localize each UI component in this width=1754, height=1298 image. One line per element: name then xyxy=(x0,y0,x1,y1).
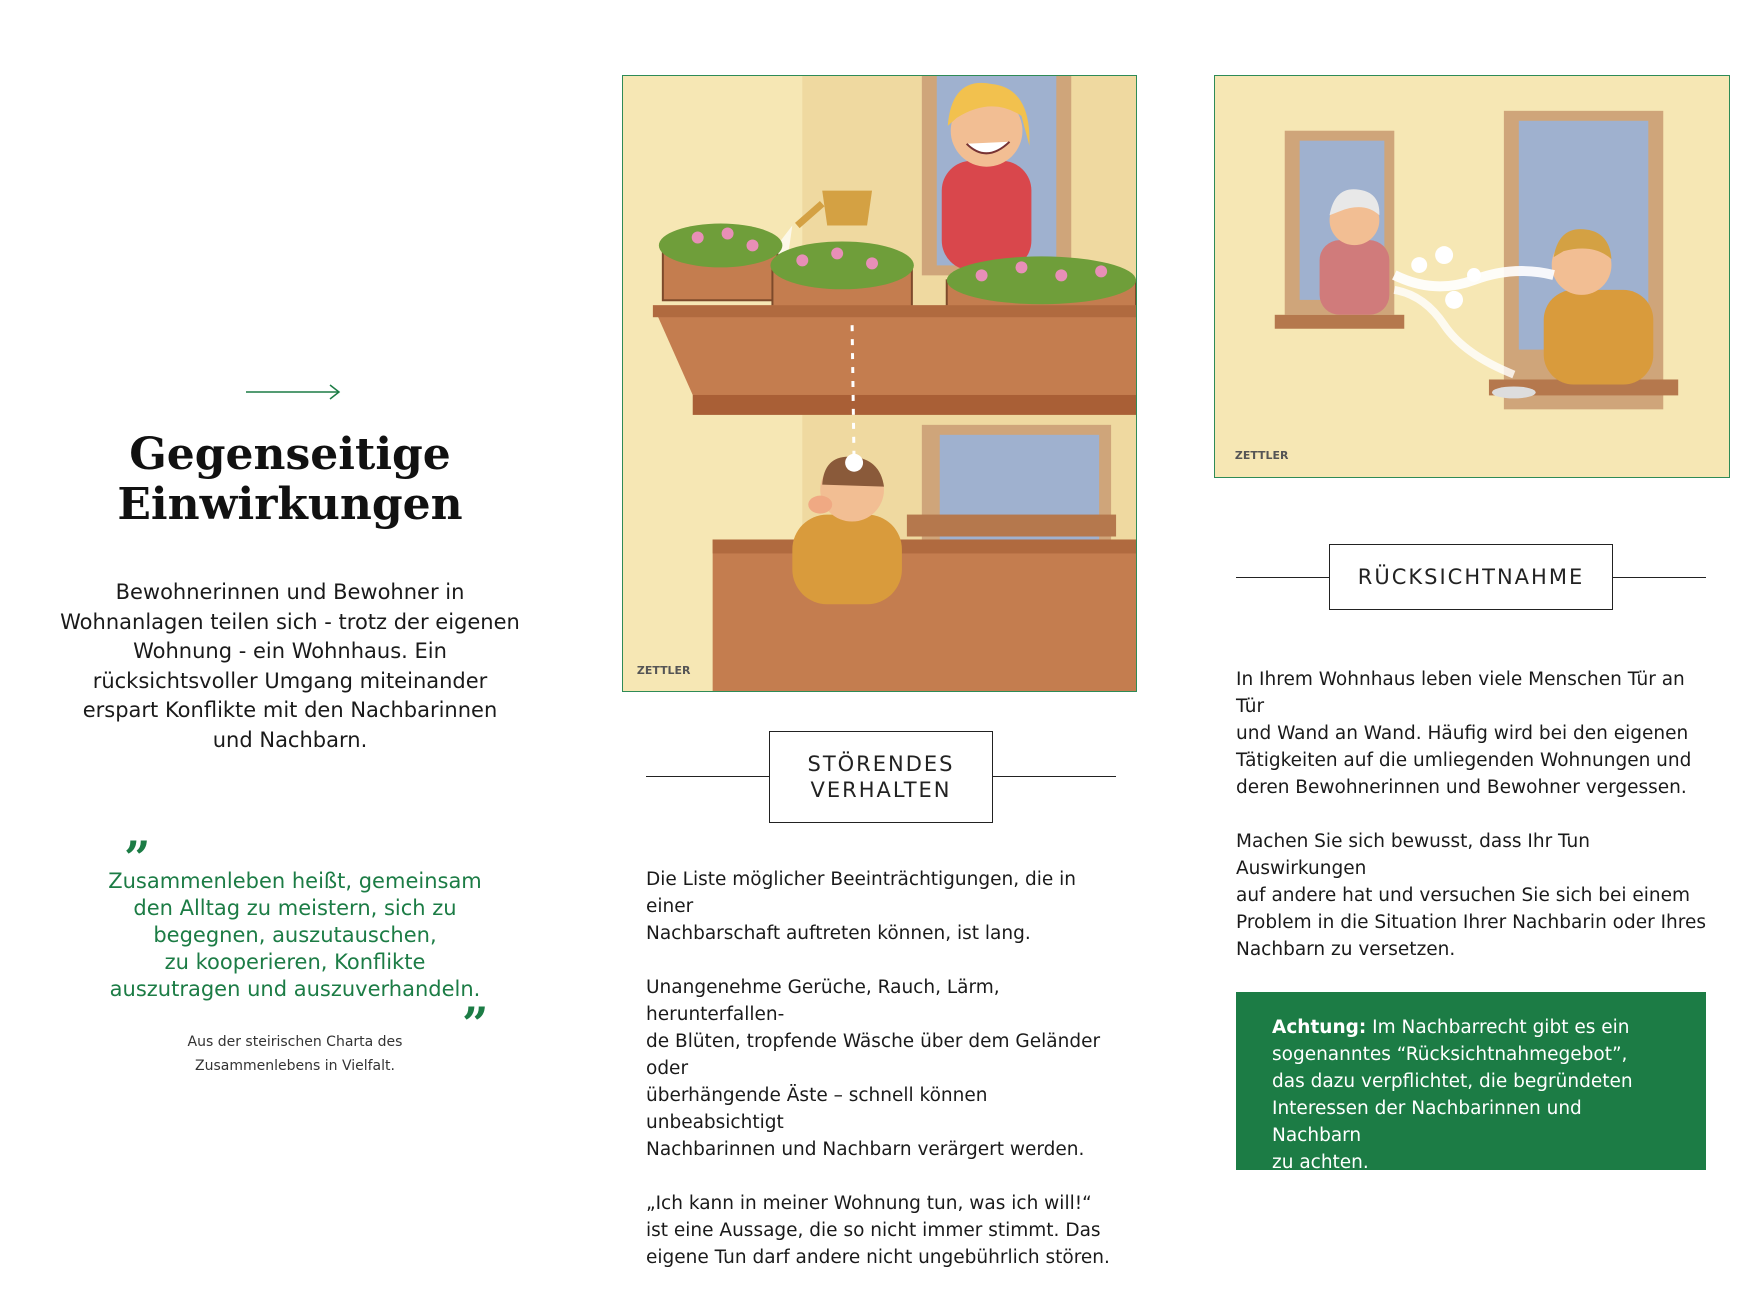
intro-line: Wohnanlagen teilen sich - trotz der eigenen xyxy=(60,609,520,634)
illustration-signature: ZETTLER xyxy=(636,664,691,678)
notice-line xyxy=(1272,1014,1676,1041)
heading-rule-right xyxy=(1612,577,1706,578)
heading-rule-left xyxy=(1236,577,1330,578)
cartoon-windows-image xyxy=(1215,76,1729,477)
notice-line: Interessen der Nachbarinnen und Nachbarn xyxy=(1272,1098,1582,1146)
text-line: überhängende Äste – schnell können unbeabsichtigt xyxy=(646,1085,988,1133)
notice-label: Achtung: xyxy=(1272,1017,1367,1038)
title-line: Gegenseitige xyxy=(129,429,451,480)
quote-line: zu kooperieren, Konflikte xyxy=(164,950,426,974)
heading-line: VERHALTEN xyxy=(810,778,952,802)
text-line: auf andere hat und versuchen Sie sich bei einem xyxy=(1236,885,1691,906)
paragraph xyxy=(1236,828,1716,963)
paragraph xyxy=(646,1190,1126,1271)
heading-line: STÖRENDES xyxy=(807,752,955,776)
smoking-neighbour-illustration xyxy=(1214,75,1730,478)
text-line: und Wand an Wand. Häufig wird bei den eigenen xyxy=(1236,723,1689,744)
text-line: eigene Tun darf andere nicht ungebührlich stören. xyxy=(646,1247,1110,1268)
notice-line: das dazu verpflichtet, die begründeten xyxy=(1272,1071,1633,1092)
section-heading-ruecksichtnahme xyxy=(1329,544,1613,610)
quote-text xyxy=(105,868,485,1003)
illustration-signature: ZETTLER xyxy=(1234,449,1289,463)
text-line: ist eine Aussage, die so nicht immer stimmt. Das xyxy=(646,1220,1101,1241)
text-line: de Blüten, tropfende Wäsche über dem Geländer oder xyxy=(646,1031,1101,1079)
intro-text xyxy=(60,578,520,755)
intro-line: und Nachbarn. xyxy=(212,727,368,752)
text-line: Die Liste möglicher Beeinträchtigungen, die in einer xyxy=(646,869,1076,917)
quote-line: Zusammenleben heißt, gemeinsam xyxy=(108,869,482,893)
quote-close-icon: ” xyxy=(462,997,489,1051)
intro-line: Bewohnerinnen und Bewohner in xyxy=(115,580,465,604)
text-line: Machen Sie sich bewusst, dass Ihr Tun Auswirkungen xyxy=(1236,831,1591,879)
quote-line: begegnen, auszutauschen, xyxy=(153,923,437,947)
intro-line: Wohnung - ein Wohnhaus. Ein xyxy=(133,639,447,663)
section-body-stoerendes-verhalten xyxy=(646,866,1126,1298)
title-line: Einwirkungen xyxy=(117,479,463,530)
text-line: Tätigkeiten auf die umliegenden Wohnungen und xyxy=(1236,750,1692,771)
heading-rule-left xyxy=(646,776,770,777)
text-line: „Ich kann in meiner Wohnung tun, was ich will!“ xyxy=(646,1193,1092,1214)
quote-open-icon: ” xyxy=(124,831,151,885)
text-line: deren Bewohnerinnen und Bewohner vergessen. xyxy=(1236,777,1687,798)
notice-box xyxy=(1236,992,1706,1173)
paragraph xyxy=(646,974,1126,1163)
quote-line: auszutragen und auszuverhandeln. xyxy=(109,977,481,1001)
notice-text: Im Nachbarrecht gibt es ein xyxy=(1366,1017,1630,1038)
heading-line: RÜCKSICHTNAHME xyxy=(1357,565,1585,589)
page-title xyxy=(60,430,520,530)
text-line: Problem in die Situation Ihrer Nachbarin oder Ihres xyxy=(1236,912,1707,933)
intro-line: erspart Konflikte mit den Nachbarinnen xyxy=(82,698,498,722)
text-line: Unangenehme Gerüche, Rauch, Lärm, herunterfallen- xyxy=(646,977,1000,1025)
paragraph xyxy=(1236,666,1716,801)
text-line: Nachbarn zu versetzen. xyxy=(1236,939,1456,960)
cartoon-balcony-image xyxy=(623,76,1136,691)
source-line: Aus der steirischen Charta des xyxy=(187,1034,403,1050)
section-body-ruecksichtnahme xyxy=(1236,666,1716,990)
notice-line: sogenanntes “Rücksichtnahmegebot”, xyxy=(1272,1044,1628,1065)
quote-source xyxy=(160,1030,430,1078)
notice-line: zu achten. xyxy=(1272,1152,1369,1173)
text-line: Nachbarschaft auftreten können, ist lang. xyxy=(646,923,1031,944)
text-line: Nachbarinnen und Nachbarn verärgert werden. xyxy=(646,1139,1085,1160)
section-heading-stoerendes-verhalten xyxy=(769,731,993,823)
arrow-right-icon xyxy=(246,382,342,402)
text-line: In Ihrem Wohnhaus leben viele Menschen Tür an Tür xyxy=(1236,669,1685,717)
heading-rule-right xyxy=(992,776,1116,777)
quote-line: den Alltag zu meistern, sich zu xyxy=(133,896,457,920)
intro-line: rücksichtsvoller Umgang miteinander xyxy=(92,668,488,693)
source-line: Zusammenlebens in Vielfalt. xyxy=(195,1058,395,1074)
balcony-watering-illustration xyxy=(622,75,1137,692)
paragraph xyxy=(646,866,1126,947)
